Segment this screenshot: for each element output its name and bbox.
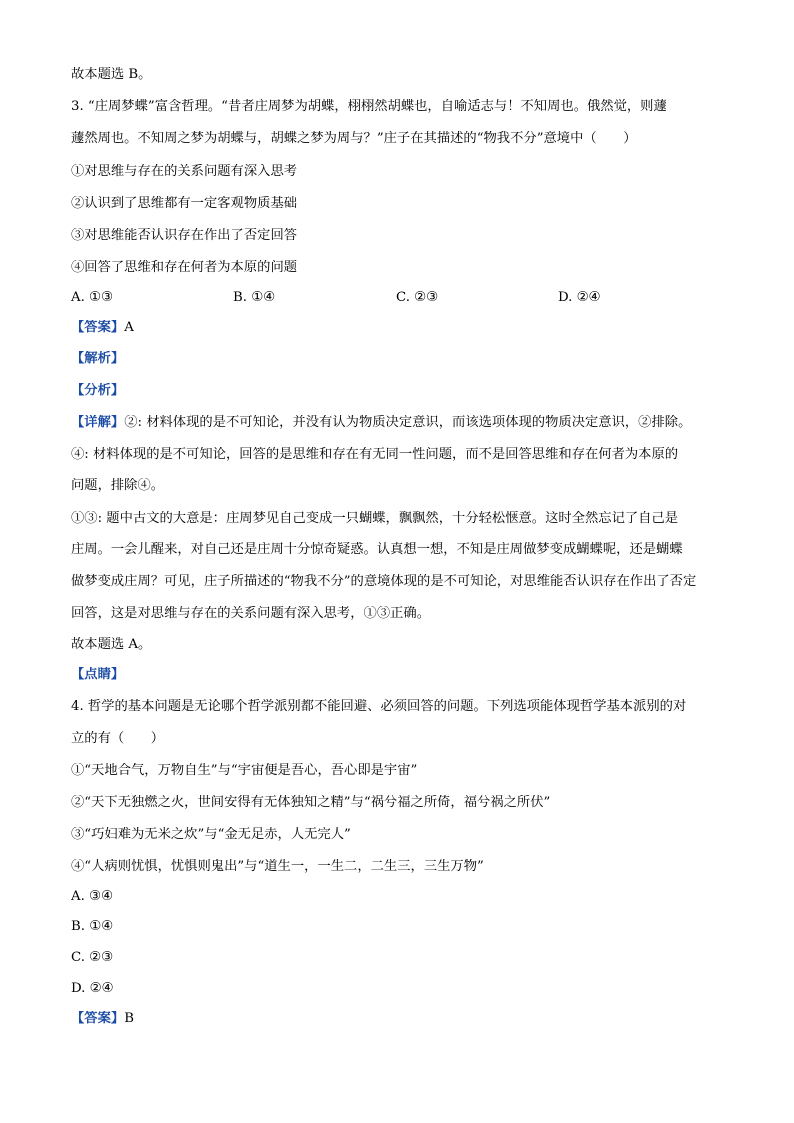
question-3-option-d: D. ②④ — [558, 290, 601, 305]
dianjing-tag: 【点睛】 — [71, 667, 125, 682]
previous-conclusion: 故本题选 B。 — [71, 67, 152, 82]
question-4-option-c: C. ②③ — [71, 950, 113, 965]
question-3-statement-3: ③对思维能否认识存在作出了否定回答 — [71, 228, 298, 243]
detail-tag: 【详解】 — [71, 415, 125, 430]
question-4-statement-2: ②“天下无独燃之火，世间安得有无体独知之精”与“祸兮福之所倚，福兮祸之所伏” — [71, 795, 551, 810]
question-4-option-d: D. ②④ — [71, 981, 114, 996]
question-3-detail-line-5: 庄周。一会儿醒来，对自己还是庄周十分惊奇疑惑。认真想一想，不知是庄周做梦变成蝴蝶呢，还是蝴蝶 — [71, 542, 683, 557]
answer-tag: 【答案】 — [71, 320, 125, 335]
question-4-stem-line-1: 4. 哲学的基本问题是无论哪个哲学派别都不能回避、必须回答的问题。下列选项能体现哲学基本派别的对 — [71, 699, 687, 714]
question-3-statement-2: ②认识到了思维都有一定客观物质基础 — [71, 196, 298, 211]
question-3-answer — [71, 320, 723, 336]
question-4-answer — [71, 1011, 723, 1027]
question-4-option-b: B. ①④ — [71, 919, 114, 934]
question-4-statement-4: ④“人病则忧惧，忧惧则鬼出”与“道生一，一生二，二生三，三生万物” — [71, 859, 484, 874]
analysis-tag: 【解析】 — [71, 351, 125, 366]
question-3-detail-line-1 — [71, 415, 723, 431]
question-3-option-c: C. ②③ — [396, 290, 438, 305]
question-3-analysis — [71, 351, 723, 367]
question-3-options — [71, 290, 723, 306]
question-3-stem-line-2: 蘧然周也。不知周之梦为胡蝶与，胡蝶之梦为周与？”庄子在其描述的“物我不分”意境中（ ） — [71, 131, 637, 146]
question-3-stem-line-1: 3. “庄周梦蝶”富含哲理。“昔者庄周梦为胡蝶，栩栩然胡蝶也，自喻适志与！不知周也。俄然觉，则蘧 — [71, 99, 667, 114]
question-3-option-a: A. ①③ — [71, 290, 113, 305]
answer-value: B — [124, 1011, 134, 1026]
question-3-fenxi — [71, 383, 723, 399]
answer-tag: 【答案】 — [71, 1011, 125, 1026]
question-4-statement-3: ③“巧妇难为无米之炊”与“金无足赤，人无完人” — [71, 827, 351, 842]
answer-value: A — [124, 320, 134, 335]
question-3-detail-line-2: ④: 材料体现的是不可知论，回答的是思维和存在有无同一性问题，而不是回答思维和存在何者为本原的 — [71, 447, 679, 462]
question-3-detail-line-3: 问题，排除④。 — [71, 478, 165, 493]
question-4-statement-1: ①“天地合气，万物自生”与“宇宙便是吾心，吾心即是宇宙” — [71, 763, 418, 778]
question-3-conclusion: 故本题选 A。 — [71, 637, 152, 652]
question-3-statement-4: ④回答了思维和存在何者为本原的问题 — [71, 260, 298, 275]
question-4-option-a: A. ③④ — [71, 889, 113, 904]
question-3-dianjing — [71, 667, 723, 683]
question-4-stem-line-2: 立的有（ ） — [71, 731, 165, 746]
question-3-option-b: B. ①④ — [233, 290, 276, 305]
question-3-statement-1: ①对思维与存在的关系问题有深入思考 — [71, 164, 298, 179]
fenxi-tag: 【分析】 — [71, 383, 125, 398]
question-3-detail-line-4: ①③: 题中古文的大意是：庄周梦见自己变成一只蝴蝶，飘飘然，十分轻松惬意。这时全然忘记了自己是 — [71, 511, 679, 526]
detail-text: ②: 材料体现的是不可知论，并没有认为物质决定意识，而该选项体现的物质决定意识，②排除。 — [124, 415, 692, 430]
question-3-detail-line-6: 做梦变成庄周？可见，庄子所描述的“物我不分”的意境体现的是不可知论，对思维能否认识存在作出了否定 — [71, 574, 697, 589]
question-3-detail-line-7: 回答，这是对思维与存在的关系问题有深入思考，①③正确。 — [71, 606, 431, 621]
